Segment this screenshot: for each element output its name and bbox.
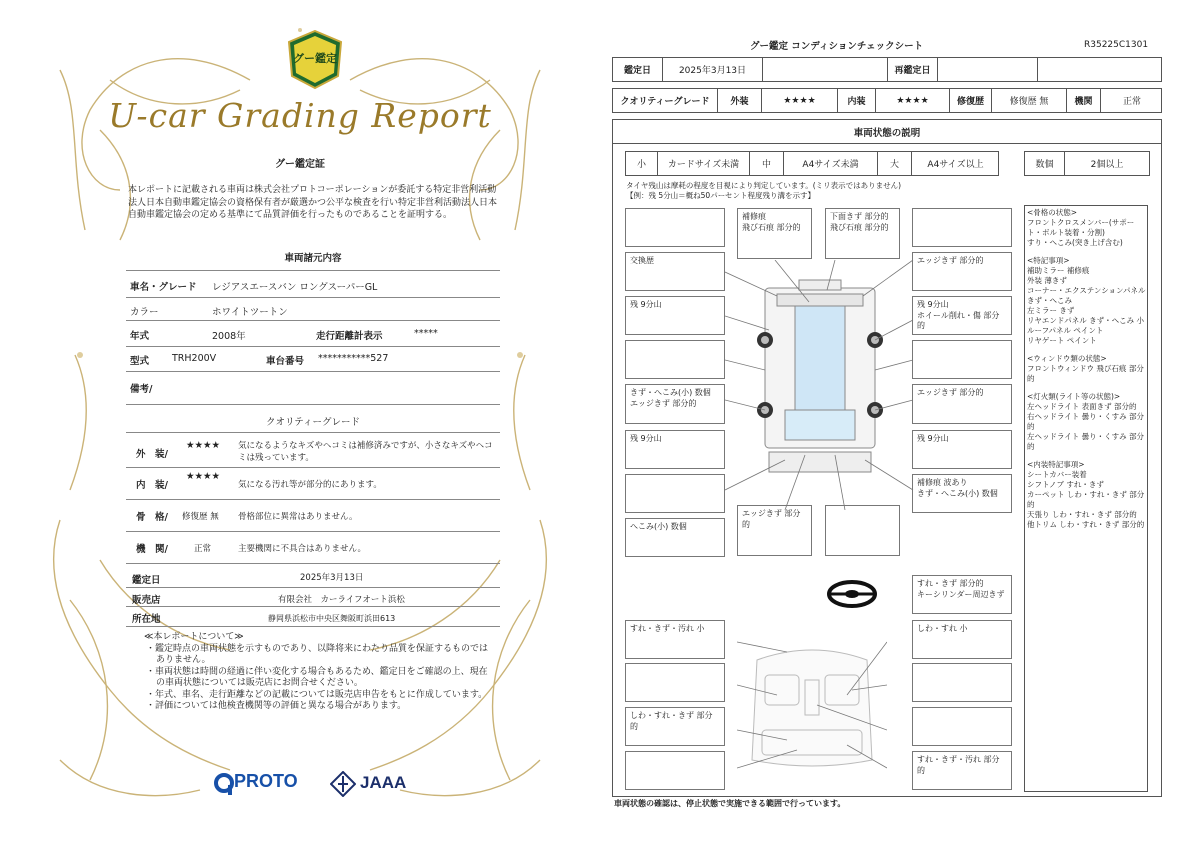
mileage-value: ***** [414, 328, 438, 339]
interior-stars: ★★★★ [186, 471, 221, 482]
size-small-desc: カードサイズ未満 [658, 152, 750, 175]
notes-title: ≪本レポートについて≫ [144, 632, 244, 642]
date-value: 2025年3月13日 [663, 58, 763, 81]
legend-special: <特記事項> 補助ミラー 補修痕 外装 薄きず コーナー・エクステンションパネル きず・へこみ 左ミラー きず リヤエンドパネル きず・へこみ 小 ルーフパネル ペイント リヤゲート ペイント [1027, 256, 1146, 345]
note-steering: すれ・きず 部分的 キーシリンダー周辺きず [912, 575, 1012, 614]
frame-label: 骨 格/ [136, 512, 168, 523]
jaaa-logo-text: JAAA [360, 773, 407, 792]
note-glass: 交換歴 [625, 252, 725, 291]
engine-value: 正常 [1122, 97, 1141, 107]
sheet-footer: 車両状態の確認は、停止状態で実施できる範囲で行っています。 [614, 799, 846, 808]
date-row [612, 57, 1162, 82]
redate-label: 再鑑定日 [888, 58, 938, 81]
tire-note-2: 【例：残 5分山＝概ね50パーセント程度残り溝を示す】 [626, 191, 816, 200]
interior-text: 気になる汚れ等が部分的にあります。 [238, 480, 382, 490]
color-value: ホワイトツートン [212, 307, 288, 318]
size-large-desc: A4サイズ以上 [927, 160, 984, 170]
note-rear-right: 補修痕 波あり きず・へこみ(小) 数個 [912, 474, 1012, 513]
vehicle-topview-diagram [725, 260, 915, 510]
note-tire-rl: 残 9分山 [625, 430, 725, 469]
note-front-left: 補修痕 飛び石痕 部分的 [737, 208, 812, 259]
exterior-label: 外 装/ [136, 449, 168, 460]
name-value: レジアスエースバン ロングスーパーGL [212, 282, 378, 293]
interior-label: 内 装/ [136, 480, 168, 491]
badge-text: グー鑑定 [293, 52, 337, 65]
note-interior-fl: すれ・きず・汚れ 小 [625, 620, 725, 659]
model-value: TRH200V [172, 353, 217, 364]
frame-value: 修復歴 無 [182, 512, 219, 522]
note-side-left: きず・へこみ(小) 数個 エッジきず 部分的 [625, 384, 725, 424]
size-legend [625, 151, 999, 176]
proto-logo-icon [214, 773, 234, 795]
legend-window: <ウィンドウ類の状態> フロントウィンドウ 飛び石痕 部分的 [1027, 354, 1144, 383]
exterior-label: 外装 [718, 89, 762, 112]
legend-interior: <内装特記事項> シートカバー装着 シフトノブ すれ・きず カーペット しわ・すれ・きず 部分的 天張り しわ・すれ・きず 部分的 他トリム しわ・すれ・きず 部分的 [1027, 460, 1145, 529]
size-small: 小 [626, 152, 658, 175]
quality-heading: クオリティーグレード [265, 417, 361, 428]
count-desc: 2個以上 [1090, 160, 1124, 170]
proto-logo-text: PROTO [234, 771, 298, 791]
frame-text: 骨格部位に異常はありません。 [238, 512, 358, 522]
engine-label: 機関 [1067, 89, 1101, 112]
dealer-label: 販売店 [132, 595, 161, 606]
exterior-stars: ★★★★ [186, 440, 221, 451]
note-tire-rr: 残 9分山 [912, 430, 1012, 469]
certificate-intro: 本レポートに記載される車両は株式会社プロトコーポレーションが委託する特定非営利活動法人日本自動車鑑定協会の資格保有者が厳選かつ公平な検査を行い特定非営利活動法人日本自動車鑑定協会の定める基準にて品質評価を行ったものであることを証明する。 [128, 185, 498, 220]
chassis-label: 車台番号 [266, 356, 305, 367]
exterior-stars: ★★★★ [762, 89, 838, 112]
address-value: 静岡県浜松市中央区舞阪町浜田613 [268, 614, 396, 623]
jaaa-logo-icon [330, 771, 356, 797]
note-rear-left: へこみ(小) 数個 [625, 518, 725, 557]
note-front-right: 下面きず 部分的 飛び石痕 部分的 [825, 208, 900, 259]
chassis-value: ***********527 [318, 353, 389, 364]
mileage-label: 走行距離計表示 [316, 331, 383, 342]
state-heading: 車両状態の説明 [613, 120, 1161, 144]
legend-notes [1027, 208, 1147, 530]
sheet-title: グー鑑定 コンディションチェックシート [750, 41, 924, 52]
spec-heading: 車両諸元内容 [284, 253, 342, 264]
notes-block [144, 632, 494, 713]
count-legend [1024, 151, 1150, 176]
name-label: 車名・グレード [130, 282, 197, 293]
interior-stars: ★★★★ [876, 89, 950, 112]
engine-text: 主要機関に不具合はありません。 [238, 544, 367, 554]
note-edge-fr: エッジきず 部分的 [912, 252, 1012, 291]
note-interior-fr: しわ・すれ 小 [912, 620, 1012, 659]
color-label: カラー [130, 307, 159, 318]
interior-label: 内装 [838, 89, 876, 112]
interior-diagram [737, 640, 887, 775]
note-item: ・車両状態は時間の経過に伴い変化する場合もあるため、鑑定日をご確認の上、現在の車両状態については販売店にお問合せください。 [146, 666, 488, 688]
tire-note-1: タイヤ残山は摩耗の程度を目視により判定しています。(ミリ表示ではありません) [626, 181, 902, 190]
size-mid-desc: A4サイズ未満 [784, 152, 878, 175]
quality-row [612, 88, 1162, 113]
size-large: 大 [878, 152, 912, 175]
dealer-value: 有限会社 カーライフオート浜松 [278, 595, 405, 605]
date-label: 鑑定日 [132, 575, 161, 586]
year-value: 2008年 [212, 331, 246, 342]
legend-lights: <灯火類(ライト等の状態)> 左ヘッドライト 表面きず 部分的 右ヘッドライト 曇り・くすみ 部分的 左ヘッドライト 曇り・くすみ 部分的 [1027, 392, 1145, 451]
footer-logos [212, 771, 422, 799]
note-interior-rr: すれ・きず・汚れ 部分的 [912, 751, 1012, 790]
condition-check-sheet [600, 0, 1200, 848]
note-item: ・評価については他検査機関等の評価と異なる場合があります。 [146, 701, 407, 711]
note-side-right: エッジきず 部分的 [912, 384, 1012, 424]
legend-frame: <骨格の状態> フロントクロスメンバー(サポート・ボルト装着・分割) すり・へこみ(突き上げ含む) [1027, 208, 1135, 247]
repair-label: 修復歴 [950, 89, 992, 112]
sheet-id: R35225C1301 [1084, 40, 1149, 50]
steering-wheel-icon [826, 578, 878, 610]
report-title: U-car Grading Report [108, 96, 492, 135]
date-value: 2025年3月13日 [300, 573, 364, 583]
engine-value: 正常 [194, 544, 212, 554]
note-tire-fl: 残 9分山 [625, 296, 725, 335]
note-item: ・鑑定時点の車両状態を示すものであり、以降将来にわたり品質を保証するものではありません。 [146, 643, 489, 665]
note-interior-rl: しわ・すれ・きず 部分的 [625, 707, 725, 746]
engine-label: 機 関/ [136, 544, 168, 555]
note-item: ・年式、車名、走行距離などの記載については販売店申告をもとに作成しています。 [146, 689, 488, 700]
address-label: 所在地 [132, 614, 161, 625]
repair-value: 修復歴 無 [992, 89, 1067, 112]
exterior-text: 気になるようなキズやヘコミは補修済みですが、小さなキズやヘコミは残っています。 [238, 441, 493, 463]
remarks-label: 備考/ [130, 384, 153, 395]
model-label: 型式 [130, 356, 150, 367]
date-label: 鑑定日 [613, 58, 663, 81]
note-tire-fr: 残 9分山 ホイール削れ・傷 部分的 [912, 296, 1012, 335]
count-label: 数個 [1025, 152, 1065, 175]
certificate-title: グー鑑定証 [275, 159, 325, 170]
size-mid: 中 [750, 152, 784, 175]
year-label: 年式 [130, 331, 150, 342]
note-rear-center: エッジきず 部分的 [737, 505, 812, 556]
quality-label: クオリティーグレード [613, 89, 718, 112]
